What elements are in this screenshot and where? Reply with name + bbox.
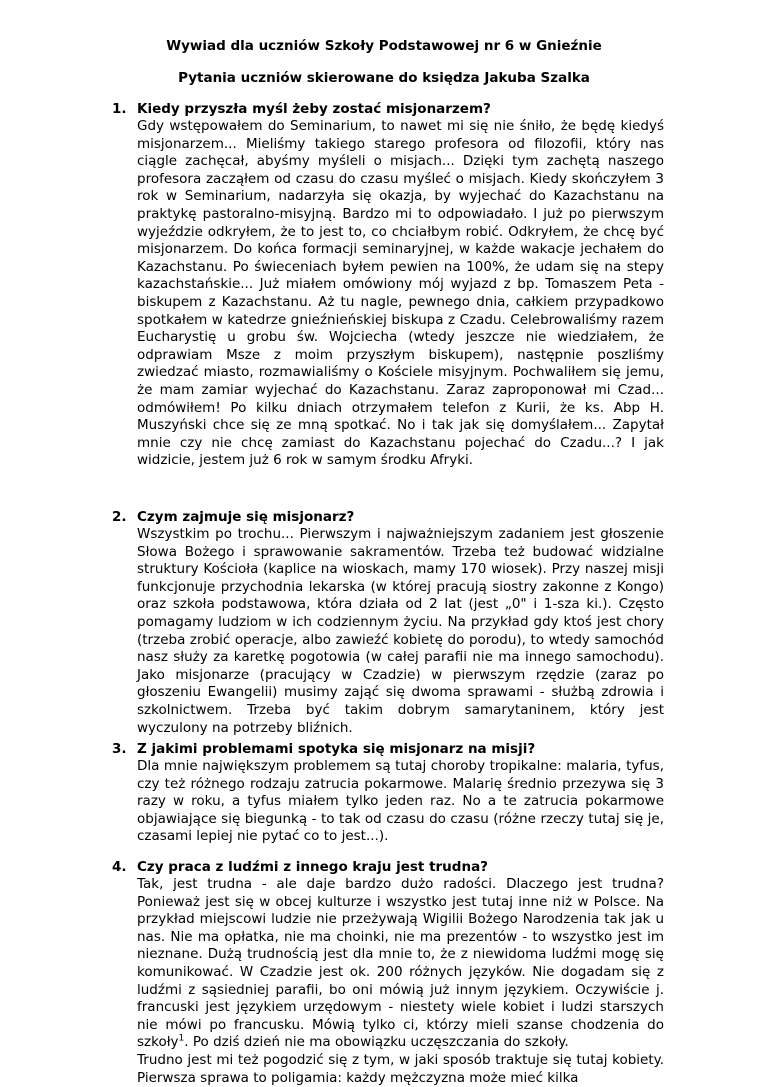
answer-text: Tak, jest trudna - ale daje bardzo dużo radości. Dlaczego jest trudna? Ponieważ jest się w obcej kulturze i wszystko jest tutaj inne niż w Polsce. Na przykład miejscowi ludzie nie przeżywają Wigilii Bożego Narodzenia tak jak u nas. Nie ma opłatka, nie ma choinki, nie ma prezentów - to wszystko jest im nieznane. Dużą trudnością jest dla mnie to, że z niewidoma ludźmi mogę się komunikować. W Czadzie jest ok. 200 różnych języków. Nie dogadam się z ludźmi z sąsiedniej parafii, bo oni mówią już innym językiem. Oczywiście j. francuski jest językiem urzędowym - niestety wiele kobiet i ludzi starszych nie mówi po francusku. Mówią tylko ci, którzy mieli szanse chodzenia do szkoły	[137, 876, 664, 1051]
answer-2	[137, 526, 664, 737]
answer-1	[137, 118, 664, 470]
question-text: Czy praca z ludźmi z innego kraju jest trudna?	[137, 859, 489, 875]
question-number: 4.	[112, 859, 127, 875]
question-number: 1.	[112, 101, 127, 117]
question-text: Z jakimi problemami spotyka się misjonarz na misji?	[137, 741, 536, 757]
question-text: Czym zajmuje się misjonarz?	[137, 509, 355, 525]
document-subtitle: Pytania uczniów skierowane do księdza Jakuba Szalka	[178, 70, 590, 86]
document-title: Wywiad dla uczniów Szkoły Podstawowej nr 6 w Gnieźnie	[166, 38, 602, 54]
answer-paragraph: Wszystkim po trochu... Pierwszym i najważniejszym zadaniem jest głoszenie Słowa Bożego i sprawowanie sakramentów. Trzeba też budować widzialne struktury Kościoła (kaplice na wioskach, mamy 170 wiosek). Przy naszej misji funkcjonuje przychodnia lekarska (w której pracują siostry zakonne z Kongo) oraz szkoła podstawowa, która działa od 2 lat (jest „0" i 1-sza ki.). Często pomagamy ludziom w ich codziennym życiu. Na przykład gdy ktoś jest chory (trzeba zrobić operacje, albo zawieźć kobietę do porodu), to wtedy samochód nasz służy za karetkę pogotowia (w całej parafii nie ma innego samochodu). Jako misjonarze (pracujący w Czadzie) w pierwszym rzędzie (zaraz po głoszeniu Ewangelii) musimy zająć się dwoma sprawami - służbą zdrowia i szkolnictwem. Trzeba być takim dobrym samarytaninem, który jest wyczulony na potrzeby bliźnich.	[137, 526, 664, 736]
answer-paragraph	[137, 876, 664, 1052]
answer-3	[137, 758, 664, 846]
answer-text: . Po dziś dzień nie ma obowiązku uczęszczania do szkoły.	[184, 1034, 569, 1051]
question-4	[112, 859, 488, 875]
question-1	[112, 101, 491, 117]
question-2	[112, 509, 354, 525]
answer-paragraph: Gdy wstępowałem do Seminarium, to nawet mi się nie śniło, że będę kiedyś misjonarzem... Mieliśmy takiego starego profesora od filozofii, który nas ciągle zachęcał, abyśmy myśleli o misjach... Dzięki tym zachętą naszego profesora zacząłem od czasu do czasu myśleć o misjach. Kiedy skończyłem 3 rok w Seminarium, nadarzyła się okazja, by wyjechać do Kazachstanu na praktykę pastoralno-misyjną. Bardzo mi to odpowiadało. I już po pierwszym wyjeździe odkryłem, że to jest to, co chciałbym robić. Odkryłem, że chcę być misjonarzem. Do końca formacji seminaryjnej, w każde wakacje jechałem do Kazachstanu. Po świeceniach byłem pewien na 100%, że udam się na stepy kazachstańskie... Już miałem omówiony mój wyjazd z bp. Tomaszem Peta - biskupem z Kazachstanu. Aż tu nagle, pewnego dnia, całkiem przypadkowo spotkałem w katedrze gnieźnieńskiej biskupa z Czadu. Celebrowaliśmy razem Eucharystię u grobu św. Wojciecha (wtedy jeszcze nie wiedziałem, że odprawiam Msze z moim przyszłym biskupem), następnie poszliśmy zwiedzać miasto, rozmawialiśmy o Kościele misyjnym. Pochwaliłem się jemu, że mam zamiar wyjechać do Kazachstanu. Zaraz zaproponował mi Czad... odmówiłem! Po kilku dniach otrzymałem telefon z Kurii, że ks. Abp H. Muszyński chce się ze mną spotkać. No i tak jak się domyślałem... Zapytał mnie czy nie chcę zamiast do Kazachstanu pojechać do Czadu...? I jak widzicie, jestem już 6 rok w samym środku Afryki.	[137, 118, 664, 469]
answer-4	[137, 876, 664, 1087]
question-number: 2.	[112, 509, 127, 525]
question-number: 3.	[112, 741, 127, 757]
answer-paragraph: Trudno jest mi też pogodzić się z tym, w jaki sposób traktuje się tutaj kobiety. Pierwsza sprawa to poligamia: każdy mężczyzna może mieć kilka	[137, 1051, 664, 1086]
answer-paragraph: Dla mnie największym problemem są tutaj choroby tropikalne: malaria, tyfus, czy też różnego rodzaju zatrucia pokarmowe. Malarię średnio przezywa się 3 razy w roku, a tyfus miałem tylko jeden raz. No a te zatrucia pokarmowe objawiające się biegunką - to tak od czasu do czasu (różne rzeczy tutaj się je, czasami lepiej nie pytać co to jest...).	[137, 758, 664, 845]
question-3	[112, 741, 535, 757]
footnote-marker[interactable]: 1	[178, 1033, 185, 1044]
question-text: Kiedy przyszła myśl żeby zostać misjonarzem?	[137, 101, 491, 117]
